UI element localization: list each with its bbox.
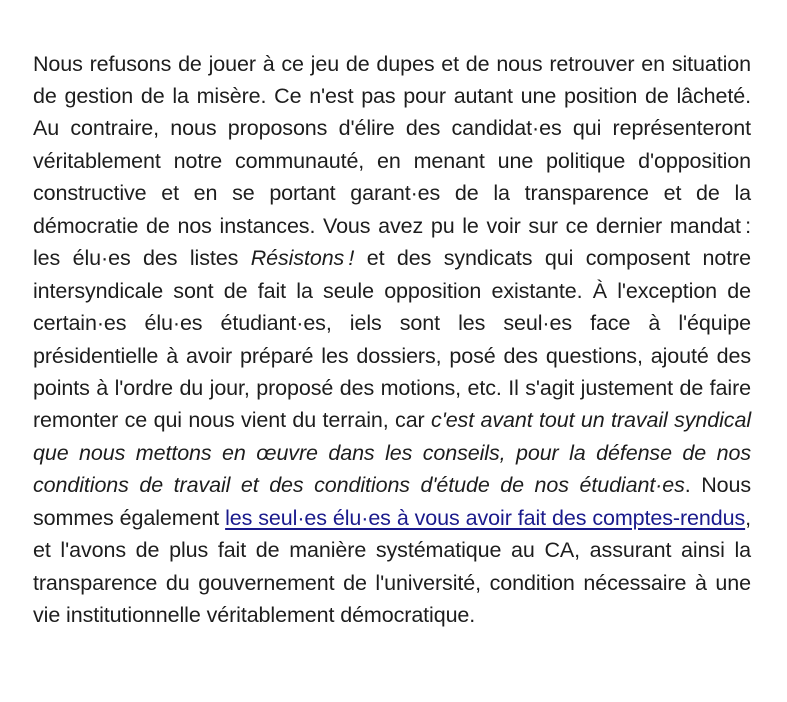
body-text: , et l'avons de plus fait de manière systématique au CA, assurant ainsi la transparence du gouvernement de l'université, condition nécessaire à une vie institutionnelle véritablement démocratique. <box>33 505 751 628</box>
body-text: et des syndicats qui composent notre intersyndicale sont de fait la seule opposition existante. À l'exception de certain·es élu·es étudiant·es, iels sont les seul·es face à l'équipe présidentielle à avoir préparé les dossiers, posé des questions, ajouté des points à l'ordre du jour, proposé des motions, etc. Il s'agit justement de faire remonter ce qui nous vient du terrain, car <box>33 246 751 433</box>
body-text: . Nous sommes également <box>33 473 752 530</box>
emphasized-text: c'est avant tout un travail syndical que nous mettons en œuvre dans les conseils, pour la défense de nos conditions de travail et des conditions d'étude de nos étudiant·es <box>33 408 751 498</box>
comptes-rendus-link[interactable]: les seul·es élu·es à vous avoir fait des comptes-rendus <box>225 505 746 530</box>
body-text: Nous refusons de jouer à ce jeu de dupes et de nous retrouver en situation de gestion de la misère. Ce n'est pas pour autant une position de lâcheté. Au contraire, nous proposons d'élire des candidat·es qui représenteront véritablement notre communauté, en menant une politique d'opposition constructive et en se portant garant·es de la transparence et de la démocratie de nos instances. Vous avez pu le voir sur ce dernier mandat : les élu·es des listes <box>33 51 751 271</box>
emphasized-text: Résistons ! <box>250 246 355 271</box>
body-paragraph <box>33 48 751 632</box>
